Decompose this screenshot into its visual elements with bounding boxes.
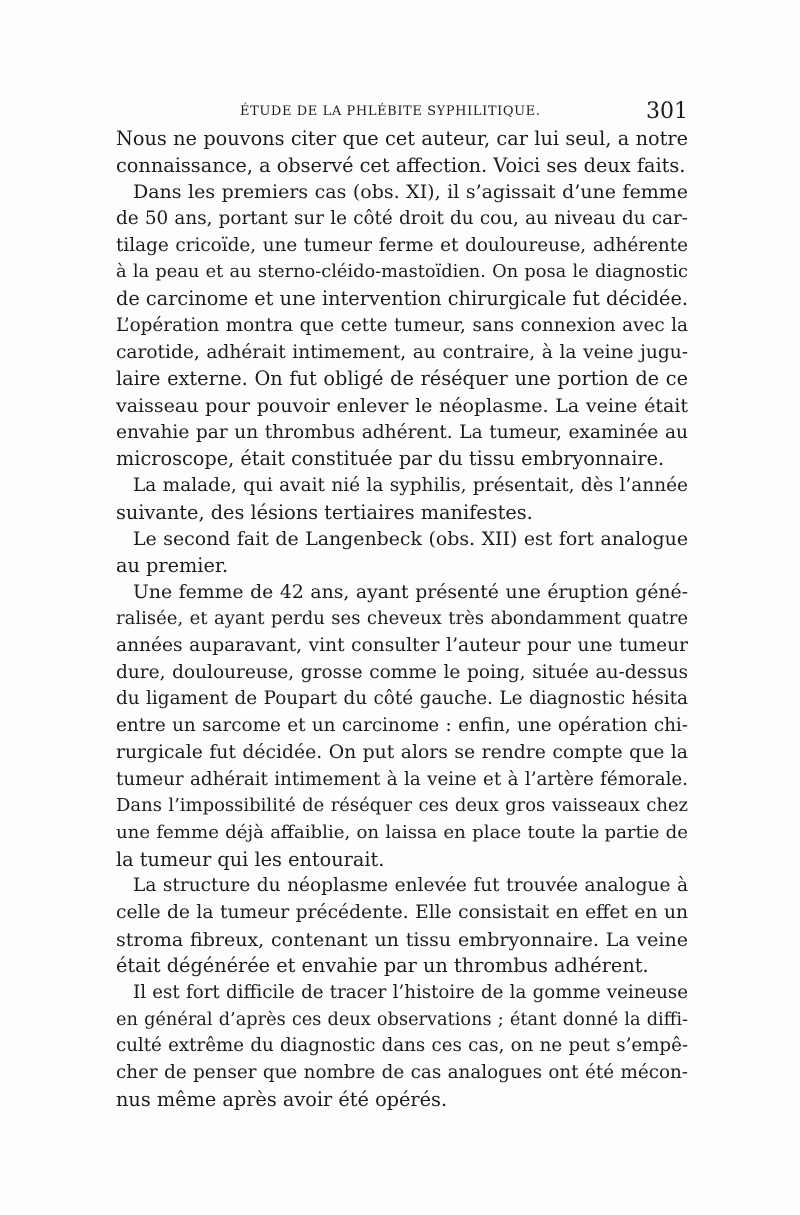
text-line: du ligament de Poupart du côté gauche. Le diagnostic hésita [116,688,688,710]
text-line: La malade, qui avait nié la syphilis, présentait, dès l’année [133,474,688,496]
text-line: la tumeur qui les entourait. [116,847,385,871]
text-line: laire externe. On fut obligé de réséquer une portion de ce [116,367,688,391]
text-line: rurgicale fut décidée. On put alors se rendre compte que la [116,741,688,763]
text-line: microscope, était constituée par du tissu embryonnaire. [116,447,665,471]
text-line: au premier. [116,554,229,577]
text-line: envahie par un thrombus adhérent. La tumeur, examinée au [116,421,688,443]
text-line: Le second fait de Langenbeck (obs. XII) est fort analogue [133,528,688,551]
paragraph [116,526,688,579]
running-title: ÉTUDE DE LA PHLÉBITE SYPHILITIQUE. [240,104,541,119]
page-number: 301 [646,99,688,124]
text-line: celle de la tumeur précédente. Elle consistait en effet en un [116,901,688,923]
text-line: était dégénérée et envahie par un thrombus adhérent. [116,954,649,978]
text-line: tilage cricoïde, une tumeur ferme et douloureuse, adhérente [116,234,688,256]
text-line: en général d’après ces deux observations ; étant donné la diffi- [116,1009,688,1030]
text-line: dure, douloureuse, grosse comme le poing, située au-dessus [116,661,688,683]
text-line: vaisseau pour pouvoir enlever le néoplasme. La veine était [116,394,688,417]
text-line: tumeur adhérait intimement à la veine et à l’artère fémorale. [116,768,688,790]
paragraph [116,179,688,473]
text-line: L’opération montra que cette tumeur, sans connexion avec la [116,314,688,336]
text-line: Nous ne pouvons citer que cet auteur, car lui seul, a notre [116,127,688,150]
text-line: Dans l’impossibilité de réséquer ces deux gros vaisseaux chez [116,795,688,817]
text-line: suivante, des lésions tertiaires manifestes. [116,500,533,524]
body-text [116,126,688,1113]
text-line: stroma fibreux, contenant un tissu embryonnaire. La veine [116,928,688,951]
text-line: La structure du néoplasme enlevée fut trouvée analogue à [133,875,688,897]
text-line: de carcinome et une intervention chirurgicale fut décidée. [116,287,688,311]
paragraph [116,980,688,1113]
paragraph [116,473,688,526]
text-line: cher de penser que nombre de cas analogues ont été mécon- [116,1062,688,1084]
text-line: culté extrême du diagnostic dans ces cas, on ne peut s’empê- [116,1035,688,1057]
text-line: une femme déjà affaiblie, on laissa en place toute la partie de [116,821,688,843]
text-line: ralisée, et ayant perdu ses cheveux très abondamment quatre [116,608,688,630]
text-line: nus même après avoir été opérés. [116,1087,448,1111]
text-line: connaissance, a observé cet affection. Voici ses deux faits. [116,153,686,177]
text-line: de 50 ans, portant sur le côté droit du cou, au niveau du car- [116,208,688,230]
text-line: carotide, adhérait intimement, au contraire, à la veine jugu- [116,341,688,363]
text-line: à la peau et au sterno-cléido-mastoïdien. On posa le diagnostic [116,262,688,283]
paragraph [116,580,688,874]
paragraph [116,126,688,179]
paragraph [116,873,688,980]
text-line: Une femme de 42 ans, ayant présenté une éruption géné- [133,581,688,603]
running-header [116,100,688,124]
text-line: Il est fort difficile de tracer l’histoire de la gomme veineuse [133,982,688,1003]
text-line: années auparavant, vint consulter l’auteur pour une tumeur [116,635,688,657]
text-line: Dans les premiers cas (obs. XI), il s’agissait d’une femme [133,181,688,204]
text-line: entre un sarcome et un carcinome : enfin, une opération chi- [116,715,688,737]
